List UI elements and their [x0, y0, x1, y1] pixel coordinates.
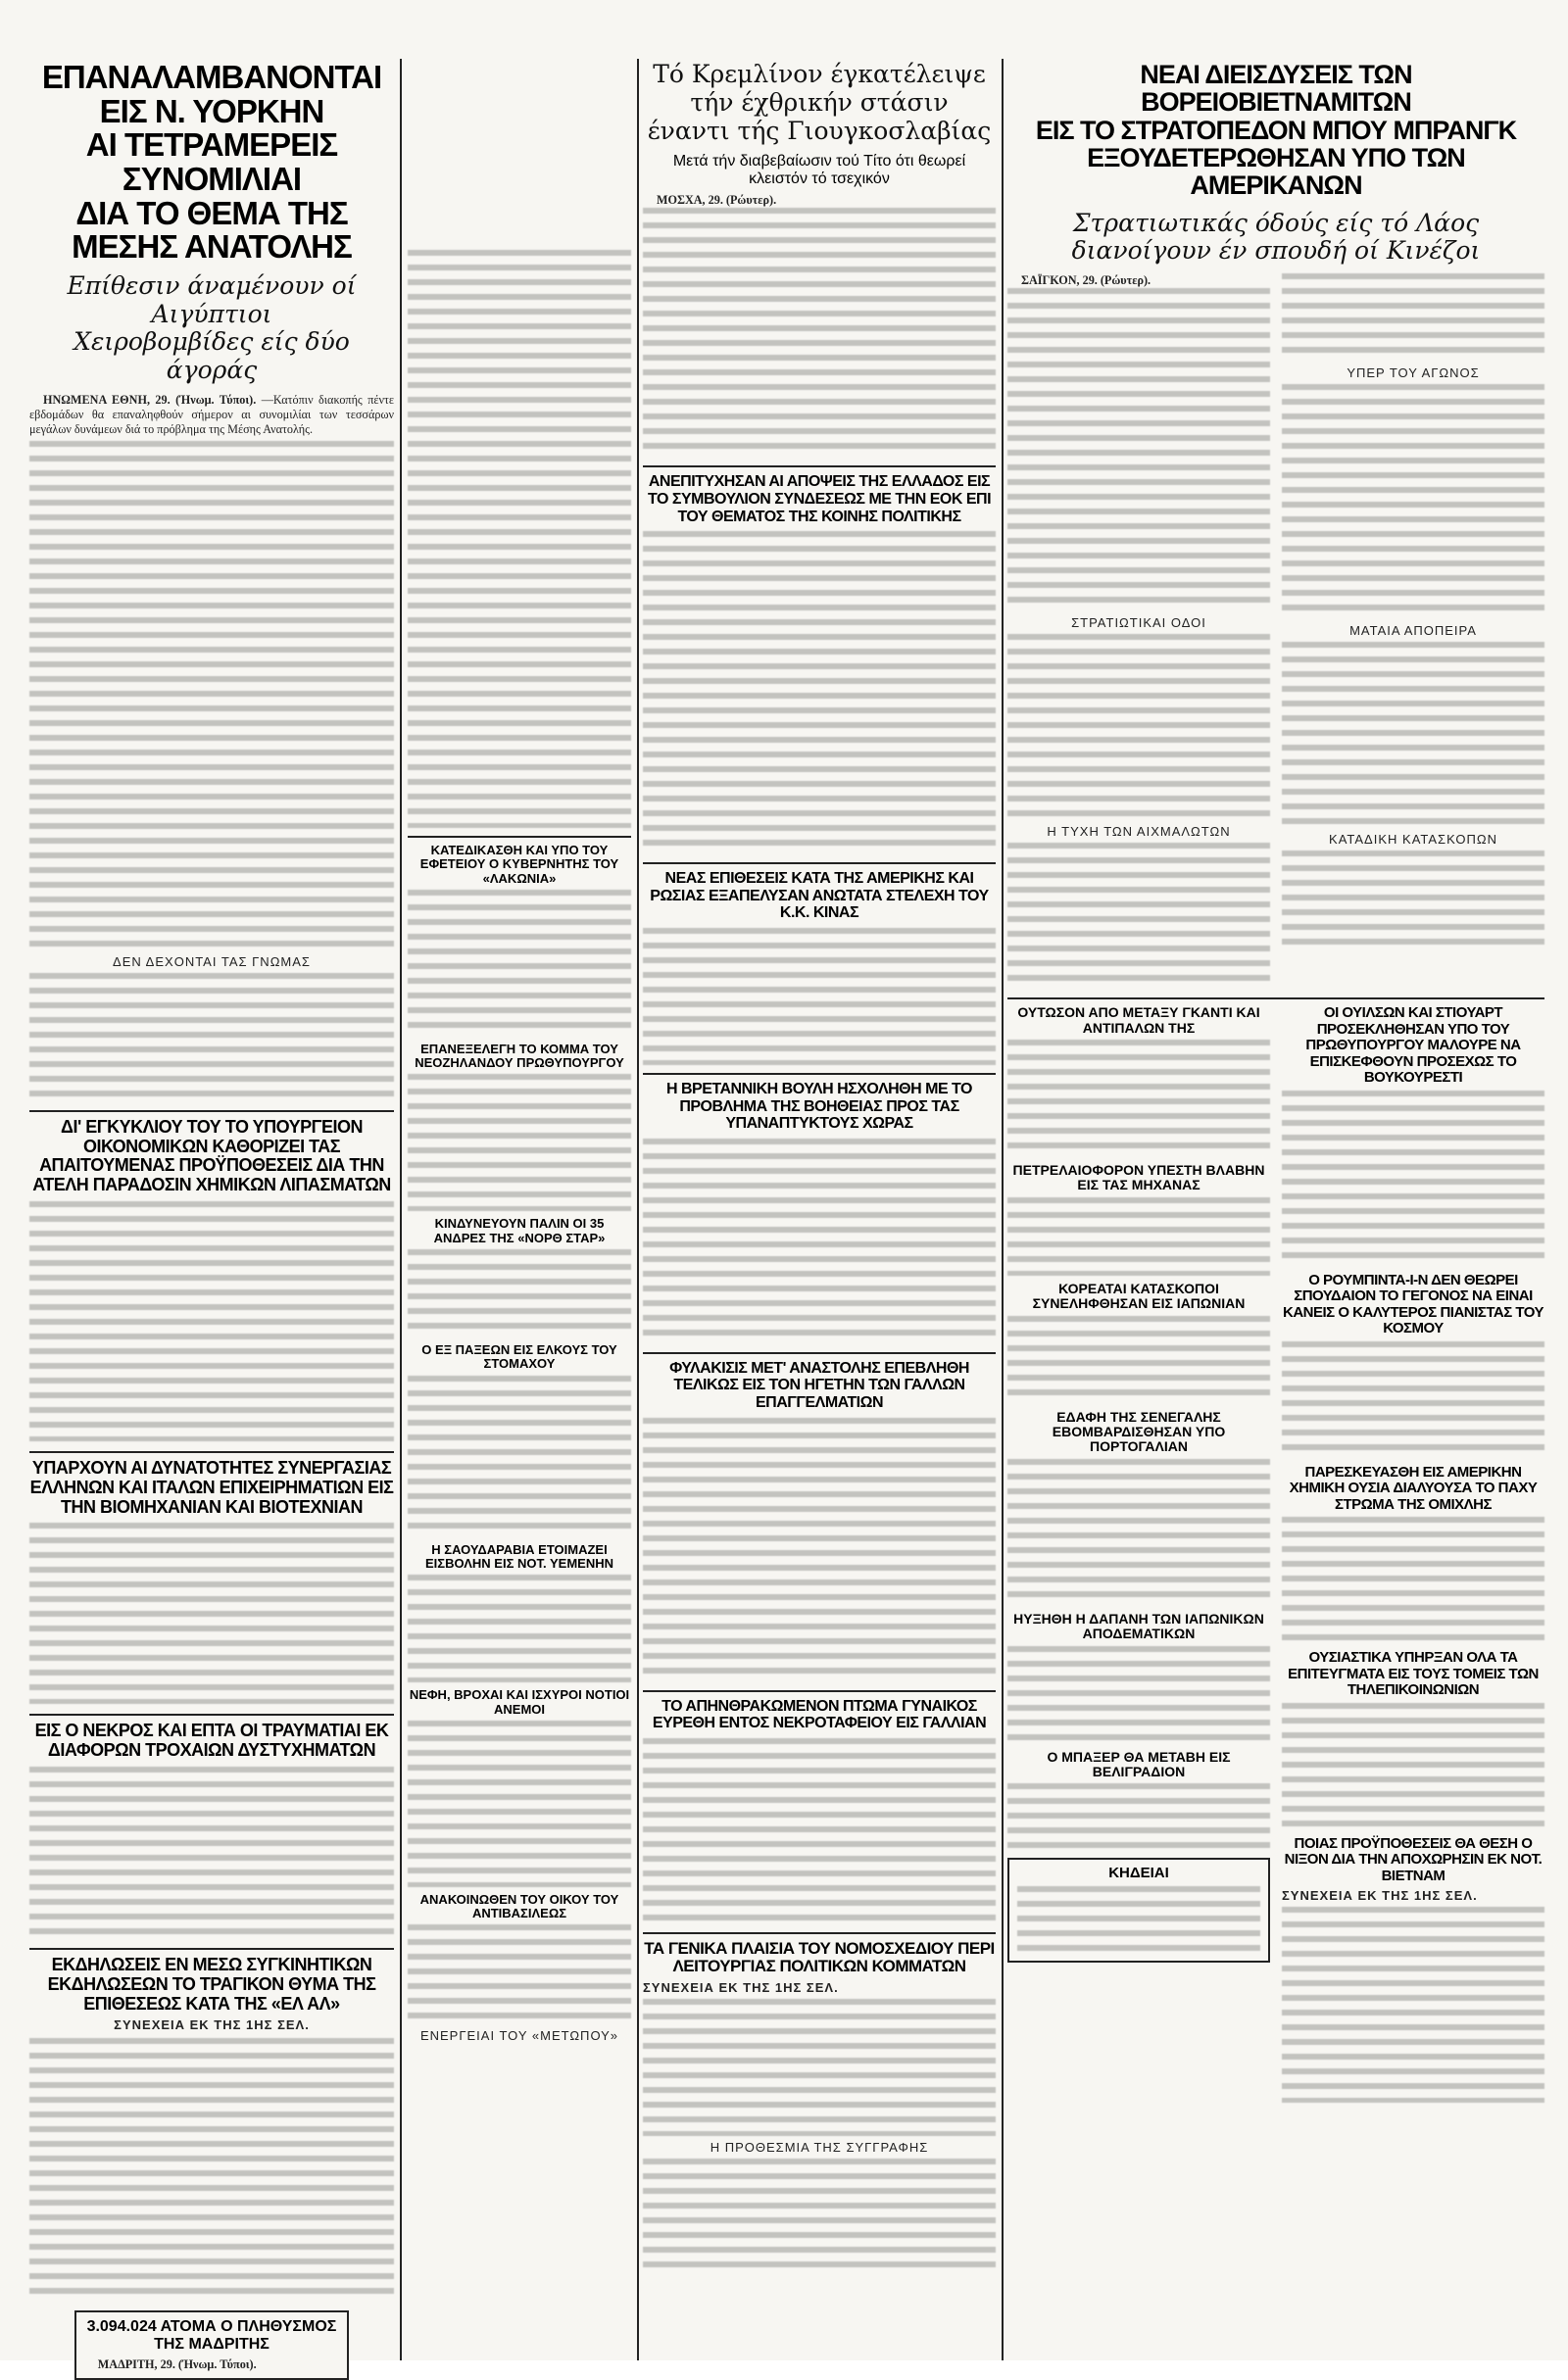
- box-headline: ΚΗΔΕΙΑΙ: [1108, 1865, 1169, 1882]
- boxed-brief: [74, 2310, 349, 2379]
- section-divider: [29, 1948, 394, 1950]
- banner-headline-line: ΝΕΑΙ ΔΙΕΙΣΔΥΣΕΙΣ ΤΩΝ ΒΟΡΕΙΟΒΙΕΤΝΑΜΙΤΩΝ: [1140, 60, 1412, 118]
- article-body: [29, 393, 394, 437]
- story-headline: ΝΕΑΣ ΕΠΙΘΕΣΕΙΣ ΚΑΤΑ ΤΗΣ ΑΜΕΡΙΚΗΣ ΚΑΙ ΡΩΣΙΑΣ ΕΞΑΠΕΛΥΣΑΝ ΑΝΩΤΑΤΑ ΣΤΕΛΕΧΗ ΤΟΥ Κ.Κ. ΚΙΝΑΣ: [650, 870, 989, 922]
- article-body: [1282, 1091, 1544, 1267]
- section-divider: [643, 1932, 996, 1934]
- section-subhead: ΕΝΕΡΓΕΙΑΙ ΤΟΥ «ΜΕΤΩΠΟΥ»: [419, 2028, 619, 2044]
- article-body: [1007, 1783, 1270, 1852]
- article-body: [1007, 288, 1270, 611]
- article-body: [408, 1575, 631, 1682]
- sub-column: [1007, 1005, 1270, 2103]
- story-headline: ΚΑΤΕΔΙΚΑΣΘΗ ΚΑΙ ΥΠΟ ΤΟΥ ΕΦΕΤΕΙΟΥ Ο ΚΥΒΕΡΝΗΤΗΣ ΤΟΥ «ΛΑΚΩΝΙΑ»: [419, 843, 619, 886]
- article-body: [1282, 1341, 1544, 1459]
- article-body: [1007, 1459, 1270, 1606]
- story-headline: Η ΣΑΟΥΔΑΡΑΒΙΑ ΕΤΟΙΜΑΖΕΙ ΕΙΣΒΟΛΗΝ ΕΙΣ ΝΟΤ. ΥΕΜΕΝΗΝ: [425, 1541, 613, 1571]
- section-subhead: ΚΑΤΑΔΙΚΗ ΚΑΤΑΣΚΟΠΩΝ: [1329, 832, 1497, 848]
- subheadline: διανοίγουν έν σπουδή οί Κινέζοι: [1071, 236, 1481, 266]
- section-subhead: ΣΤΡΑΤΙΩΤΙΚΑΙ ΟΔΟΙ: [1071, 615, 1206, 631]
- article-body: [1282, 850, 1544, 948]
- banner-headline-line: ΕΠΑΝΑΛΑΜΒΑΝΟΝΤΑΙ ΕΙΣ Ν. ΥΟΡΚΗΝ: [41, 59, 382, 129]
- story-headline: Ο ΕΞ ΠΑΞΕΩΝ ΕΙΣ ΕΛΚΟΥΣ ΤΟΥ ΣΤΟΜΑΧΟΥ: [421, 1342, 617, 1372]
- article-body: [408, 1074, 631, 1211]
- sub-column: [1282, 1005, 1544, 2103]
- funeral-notices-box: [1007, 1858, 1270, 1963]
- article-body: [1007, 1040, 1270, 1157]
- article-body: [29, 1201, 394, 1441]
- dateline: ΜΟΣΧΑ, 29. (Ρώυτερ).: [657, 193, 777, 208]
- box-headline: 3.094.024 ΑΤΟΜΑ Ο ΠΛΗΘΥΣΜΟΣ ΤΗΣ ΜΑΔΡΙΤΗΣ: [86, 2318, 337, 2353]
- story-headline: ΤΑ ΓΕΝΙΚΑ ΠΛΑΙΣΙΑ ΤΟΥ ΝΟΜΟΣΧΕΔΙΟΥ ΠΕΡΙ ΛΕΙΤΟΥΡΓΙΑΣ ΠΟΛΙΤΙΚΩΝ ΚΟΜΜΑΤΩΝ: [644, 1938, 995, 1976]
- subheadline: Χειροβομβίδες είς δύο άγοράς: [74, 327, 350, 385]
- column-rule: [400, 59, 402, 2360]
- story-headline: Ο ΜΠΑΞΕΡ ΘΑ ΜΕΤΑΒΗ ΕΙΣ ΒΕΛΙΓΡΑΔΙΟΝ: [1047, 1748, 1231, 1779]
- banner-headline-line: ΕΞΟΥΔΕΤΕΡΩΘΗΣΑΝ ΥΠΟ ΤΩΝ ΑΜΕΡΙΚΑΝΩΝ: [1087, 143, 1465, 201]
- article-body: [29, 1523, 394, 1704]
- article-body: [408, 1721, 631, 1887]
- section-subhead: ΔΕΝ ΔΕΧΟΝΤΑΙ ΤΑΣ ΓΝΩΜΑΣ: [113, 953, 311, 969]
- article-body: [1282, 384, 1544, 619]
- box-body: [84, 2357, 339, 2372]
- continuation-kicker: ΣΥΝΕΧΕΙΑ ΕΚ ΤΗΣ 1ΗΣ ΣΕΛ.: [1282, 1888, 1478, 1904]
- dateline: ΣΑΪΓΚΟΝ, 29. (Ρώυτερ).: [1021, 273, 1152, 288]
- section-divider: [29, 1110, 394, 1112]
- story-headline: ΕΠΑΝΕΞΕΛΕΓΗ ΤΟ ΚΟΜΜΑ ΤΟΥ ΝΕΟΖΗΛΑΝΔΟΥ ΠΡΩΘΥΠΟΥΡΓΟΥ: [415, 1041, 624, 1071]
- article-body: [643, 1999, 996, 2136]
- subheadline: Επίθεσιν άναμένουν οί Αιγύπτιοι: [67, 270, 357, 328]
- article-body: [1282, 642, 1544, 828]
- section-divider: [29, 1714, 394, 1716]
- article-body: [408, 1376, 631, 1537]
- article-body: [1007, 273, 1270, 288]
- article-body: [29, 2038, 394, 2303]
- article-body: [29, 441, 394, 950]
- section-divider: [29, 1451, 394, 1453]
- column-center: [643, 0, 996, 2360]
- story-headline: ΟΙ ΟΥΙΛΣΩΝ ΚΑΙ ΣΤΙΟΥΑΡΤ ΠΡΟΣΕΚΛΗΘΗΣΑΝ ΥΠΟ ΤΟΥ ΠΡΩΘΥΠΟΥΡΓΟΥ ΜΑΛΟΥΡΕ ΝΑ ΕΠΙΣΚΕΦΘΟΥΝ ΠΡΟΣΕΧΩΣ ΤΟ ΒΟΥΚΟΥΡΕΣΤΙ: [1305, 1004, 1521, 1087]
- article-body: [1007, 634, 1270, 820]
- article-body: [643, 1418, 996, 1682]
- story-headline: ΠΕΤΡΕΛΑΙΟΦΟΡΟΝ ΥΠΕΣΤΗ ΒΛΑΒΗΝ ΕΙΣ ΤΑΣ ΜΗΧΑΝΑΣ: [1012, 1162, 1265, 1193]
- dateline: ΜΑΔΡΙΤΗ, 29. (Ήνωμ. Τύποι).: [97, 2356, 257, 2371]
- sub-column: [1282, 273, 1544, 990]
- article-body: [1282, 1517, 1544, 1644]
- article-body: [1007, 843, 1270, 990]
- lower-right-block: [1007, 1005, 1544, 2103]
- two-column-body: [1007, 273, 1544, 990]
- story-headline: ΝΕΦΗ, ΒΡΟΧΑΙ ΚΑΙ ΙΣΧΥΡΟΙ ΝΟΤΙΟΙ ΑΝΕΜΟΙ: [409, 1687, 630, 1717]
- story-headline: ΗΥΞΗΘΗ Η ΔΑΠΑΝΗ ΤΩΝ ΙΑΠΩΝΙΚΩΝ ΑΠΟΔΕΜΑΤΙΚΩΝ: [1013, 1610, 1264, 1642]
- section-divider: [643, 1690, 996, 1692]
- story-headline: ΕΙΣ Ο ΝΕΚΡΟΣ ΚΑΙ ΕΠΤΑ ΟΙ ΤΡΑΥΜΑΤΙΑΙ ΕΚ ΔΙΑΦΟΡΩΝ ΤΡΟΧΑΙΩΝ ΔΥΣΤΥΧΗΜΑΤΩΝ: [34, 1721, 389, 1761]
- story-headline: ΤΟ ΑΠΗΝΘΡΑΚΩΜΕΝΟΝ ΠΤΩΜΑ ΓΥΝΑΙΚΟΣ ΕΥΡΕΘΗ ΕΝΤΟΣ ΝΕΚΡΟΤΑΦΕΙΟΥ ΕΙΣ ΓΑΛΛΙΑΝ: [652, 1697, 987, 1732]
- continuation-kicker: ΣΥΝΕΧΕΙΑ ΕΚ ΤΗΣ 1ΗΣ ΣΕΛ.: [643, 1980, 839, 1996]
- story-headline: ΦΥΛΑΚΙΣΙΣ ΜΕΤ' ΑΝΑΣΤΟΛΗΣ ΕΠΕΒΛΗΘΗ ΤΕΛΙΚΩΣ ΕΙΣ ΤΟΝ ΗΓΕΤΗΝ ΤΩΝ ΓΑΛΛΩΝ ΕΠΑΓΓΕΛΜΑΤΙΩΝ: [669, 1359, 969, 1411]
- column-rule: [637, 59, 639, 2360]
- article-body: [643, 928, 996, 1065]
- article-body: [643, 208, 996, 458]
- story-headline: ΕΚΔΗΛΩΣΕΙΣ ΕΝ ΜΕΣΩ ΣΥΓΚΙΝΗΤΙΚΩΝ ΕΚΔΗΛΩΣΕΩΝ ΤΟ ΤΡΑΓΙΚΟΝ ΘΥΜΑ ΤΗΣ ΕΠΙΘΕΣΕΩΣ ΚΑΤΑ ΤΗΣ «ΕΛ ΑΛ»: [47, 1955, 376, 2014]
- article-body: [1282, 1907, 1544, 2103]
- story-headline: ΚΟΡΕΑΤΑΙ ΚΑΤΑΣΚΟΠΟΙ ΣΥΝΕΛΗΦΘΗΣΑΝ ΕΙΣ ΙΑΠΩΝΙΑΝ: [1032, 1280, 1246, 1312]
- story-headline: ΟΥΣΙΑΣΤΙΚΑ ΥΠΗΡΞΑΝ ΟΛΑ ΤΑ ΕΠΙΤΕΥΓΜΑΤΑ ΕΙΣ ΤΟΥΣ ΤΟΜΕΙΣ ΤΩΝ ΤΗΛΕΠΙΚΟΙΝΩΝΙΩΝ: [1288, 1649, 1539, 1699]
- banner-headline-line: ΑΙ ΤΕΤΡΑΜΕΡΕΙΣ ΣΥΝΟΜΙΛΙΑΙ: [85, 126, 338, 197]
- story-headline: Η ΒΡΕΤΑΝΝΙΚΗ ΒΟΥΛΗ ΗΣΧΟΛΗΘΗ ΜΕ ΤΟ ΠΡΟΒΛΗΜΑ ΤΗΣ ΒΟΗΘΕΙΑΣ ΠΡΟΣ ΤΑΣ ΥΠΑΝΑΠΤΥΚΤΟΥΣ ΧΩΡΑΣ: [666, 1081, 972, 1133]
- article-body: [29, 973, 394, 1100]
- article-body: [643, 1738, 996, 1924]
- story-headline: ΠΑΡΕΣΚΕΥΑΣΘΗ ΕΙΣ ΑΜΕΡΙΚΗΝ ΧΗΜΙΚΗ ΟΥΣΙΑ ΔΙΑΛΥΟΥΣΑ ΤΟ ΠΑΧΥ ΣΤΡΩΜΑ ΤΗΣ ΟΜΙΧΛΗΣ: [1289, 1463, 1538, 1513]
- column-left: [29, 0, 395, 2371]
- section-subhead: Η ΤΥΧΗ ΤΩΝ ΑΙΧΜΑΛΩΤΩΝ: [1047, 824, 1231, 840]
- section-divider: [643, 465, 996, 467]
- story-headline: ΑΝΕΠΙΤΥΧΗΣΑΝ ΑΙ ΑΠΟΨΕΙΣ ΤΗΣ ΕΛΛΑΔΟΣ ΕΙΣ ΤΟ ΣΥΜΒΟΥΛΙΟΝ ΣΥΝΔΕΣΕΩΣ ΜΕ ΤΗΝ ΕΟΚ ΕΠΙ ΤΟΥ ΘΕΜΑΤΟΣ ΤΗΣ ΚΟΙΝΗΣ ΠΟΛΙΤΙΚΗΣ: [647, 473, 992, 525]
- section-divider: [643, 1073, 996, 1075]
- banner-headline-line: έναντι τής Γιουγκοσλαβίας: [647, 116, 992, 145]
- section-divider: [643, 1352, 996, 1354]
- subheadline: Στρατιωτικάς όδούς είς τό Λάος: [1072, 208, 1480, 237]
- story-headline: ΠΟΙΑΣ ΠΡΟΫΠΟΘΕΣΕΙΣ ΘΑ ΘΕΣΗ Ο ΝΙΞΟΝ ΔΙΑ ΤΗΝ ΑΠΟΧΩΡΗΣΙΝ ΕΚ ΝΟΤ. ΒΙΕΤΝΑΜ: [1284, 1834, 1543, 1884]
- banner-headline-line: ΔΙΑ ΤΟ ΘΕΜΑ ΤΗΣ ΜΕΣΗΣ ΑΝΑΤΟΛΗΣ: [72, 194, 352, 266]
- article-body: [643, 1139, 996, 1344]
- article-body: [1282, 273, 1544, 362]
- story-headline: ΔΙ' ΕΓΚΥΚΛΙΟΥ ΤΟΥ ΤΟ ΥΠΟΥΡΓΕΙΟΝ ΟΙΚΟΝΟΜΙΚΩΝ ΚΑΘΟΡΙΖΕΙ ΤΑΣ ΑΠΑΙΤΟΥΜΕΝΑΣ ΠΡΟΫΠΟΘΕΣΕΙΣ ΔΙΑ ΤΗΝ ΑΤΕΛΗ ΠΑΡΑΔΟΣΙΝ ΧΗΜΙΚΩΝ ΛΙΠΑΣΜΑΤΩΝ: [32, 1116, 391, 1195]
- section-subhead: ΜΑΤΑΙΑ ΑΠΟΠΕΙΡΑ: [1349, 623, 1477, 639]
- article-body: [1007, 1197, 1270, 1276]
- dateline: ΗΝΩΜΕΝΑ ΕΘΝΗ, 29. (Ήνωμ. Τύποι).: [43, 392, 257, 407]
- column-rule: [1002, 59, 1004, 2360]
- article-body: [408, 250, 631, 828]
- lead-paragraph: —Κατόπιν διακοπής πέντε εβδομάδων θα επαναληφθούν σήμερον αι συνομιλίαι των τεσσάρων μεγάλων δυνάμεων διά το πρόβλημα της Μέσης Ανατολής.: [29, 392, 395, 436]
- article-body: [408, 1249, 631, 1337]
- article-body: [643, 531, 996, 854]
- subheadline: Μετά τήν διαβεβαίωσιν τού Τίτο ότι θεωρεί κλειστόν τό τσεχικόν: [672, 153, 966, 187]
- story-headline: ΚΙΝΔΥΝΕΥΟΥΝ ΠΑΛΙΝ ΟΙ 35 ΑΝΔΡΕΣ ΤΗΣ «ΝΟΡΘ ΣΤΑΡ»: [433, 1216, 606, 1245]
- story-headline: ΕΔΑΦΗ ΤΗΣ ΣΕΝΕΓΑΛΗΣ ΕΒΟΜΒΑΡΔΙΣΘΗΣΑΝ ΥΠΟ ΠΟΡΤΟΓΑΛΙΑΝ: [1052, 1408, 1226, 1455]
- banner-headline-line: Τό Κρεμλίνον έγκατέλειψε: [653, 60, 986, 88]
- section-subhead: ΥΠΕΡ ΤΟΥ ΑΓΩΝΟΣ: [1347, 365, 1480, 381]
- article-body: [1007, 1316, 1270, 1404]
- article-body: [408, 890, 631, 1037]
- section-divider: [1007, 997, 1544, 999]
- section-divider: [643, 862, 996, 864]
- column-right: [1007, 0, 1544, 2360]
- sub-column: [1007, 273, 1270, 990]
- section-subhead: Η ΠΡΟΘΕΣΜΙΑ ΤΗΣ ΣΥΓΓΡΑΦΗΣ: [710, 2140, 929, 2156]
- story-headline: ΥΠΑΡΧΟΥΝ ΑΙ ΔΥΝΑΤΟΤΗΤΕΣ ΣΥΝΕΡΓΑΣΙΑΣ ΕΛΛΗΝΩΝ ΚΑΙ ΙΤΑΛΩΝ ΕΠΙΧΕΙΡΗΜΑΤΙΩΝ ΕΙΣ ΤΗΝ ΒΙΟΜΗΧΑΝΙΑΝ ΚΑΙ ΒΙΟΤΕΧΝΙΑΝ: [29, 1458, 394, 1517]
- article-body: [643, 2159, 996, 2276]
- article-body: [1007, 1646, 1270, 1744]
- article-body: [29, 1767, 394, 1938]
- article-body: [643, 193, 996, 208]
- column-mid-left: [408, 0, 631, 2360]
- story-headline: ΑΝΑΚΟΙΝΩΘΕΝ ΤΟΥ ΟΙΚΟΥ ΤΟΥ ΑΝΤΙΒΑΣΙΛΕΩΣ: [419, 1891, 619, 1921]
- story-headline: ΟΥΤΩΣΟΝ ΑΠΟ ΜΕΤΑΞΥ ΓΚΑΝΤΙ ΚΑΙ ΑΝΤΙΠΑΛΩΝ ΤΗΣ: [1017, 1004, 1260, 1036]
- banner-headline-line: ΕΙΣ ΤΟ ΣΤΡΑΤΟΠΕΔΟΝ ΜΠΟΥ ΜΠΡΑΝΓΚ: [1035, 115, 1517, 145]
- section-divider: [408, 836, 631, 838]
- banner-headline-line: τήν έχθρικήν στάσιν: [690, 87, 949, 117]
- article-body: [1282, 1703, 1544, 1830]
- article-body: [1017, 1886, 1260, 1955]
- article-body: [408, 1924, 631, 2022]
- story-headline: Ο ΡΟΥΜΠΙΝΤΑ-Ι-Ν ΔΕΝ ΘΕΩΡΕΙ ΣΠΟΥΔΑΙΟΝ ΤΟ ΓΕΓΟΝΟΣ ΝΑ ΕΙΝΑΙ ΚΑΝΕΙΣ Ο ΚΑΛΥΤΕΡΟΣ ΠΙΑΝΙΣΤΑΣ ΤΟΥ ΚΟΣΜΟΥ: [1282, 1271, 1544, 1337]
- continuation-kicker: ΣΥΝΕΧΕΙΑ ΕΚ ΤΗΣ 1ΗΣ ΣΕΛ.: [114, 2017, 310, 2033]
